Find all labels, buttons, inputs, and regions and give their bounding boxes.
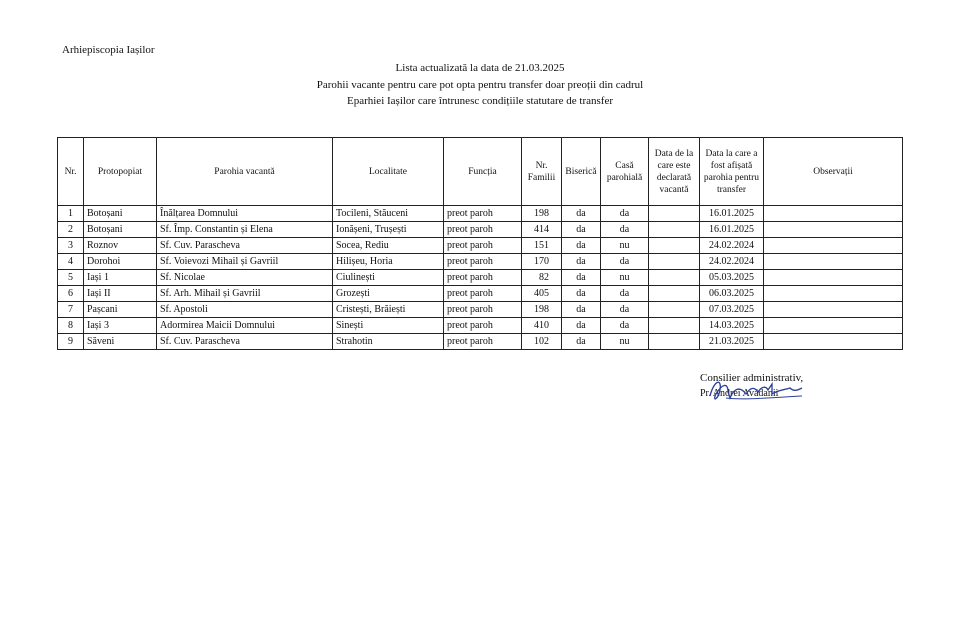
cell-functia: preot paroh [444, 318, 522, 334]
cell-biserica: da [562, 222, 601, 238]
table-row [58, 334, 903, 350]
cell-observatii [764, 238, 903, 254]
column-header-nr: Nr. [58, 138, 84, 206]
cell-biserica: da [562, 334, 601, 350]
cell-familii: 198 [522, 206, 562, 222]
cell-localitate: Grozești [333, 286, 444, 302]
cell-localitate: Tocileni, Stăuceni [333, 206, 444, 222]
cell-biserica: da [562, 270, 601, 286]
column-header-data-afisare: Data la care a fost afișată parohia pentru transfer [700, 138, 764, 206]
cell-functia: preot paroh [444, 302, 522, 318]
table-row [58, 254, 903, 270]
cell-data-vacanta [649, 334, 700, 350]
cell-parohia: Adormirea Maicii Domnului [157, 318, 333, 334]
cell-familii: 151 [522, 238, 562, 254]
cell-casa: nu [601, 334, 649, 350]
column-header-biserica: Biserică [562, 138, 601, 206]
cell-protopopiat: Iași 3 [84, 318, 157, 334]
table-row [58, 222, 903, 238]
cell-parohia: Sf. Nicolae [157, 270, 333, 286]
cell-data-afisare: 07.03.2025 [700, 302, 764, 318]
cell-familii: 410 [522, 318, 562, 334]
cell-data-afisare: 24.02.2024 [700, 254, 764, 270]
column-header-observatii: Observații [764, 138, 903, 206]
table-row [58, 286, 903, 302]
table-row [58, 318, 903, 334]
cell-data-afisare: 06.03.2025 [700, 286, 764, 302]
cell-data-afisare: 21.03.2025 [700, 334, 764, 350]
cell-nr: 6 [58, 286, 84, 302]
cell-data-vacanta [649, 270, 700, 286]
cell-data-vacanta [649, 222, 700, 238]
cell-casa: da [601, 254, 649, 270]
cell-protopopiat: Dorohoi [84, 254, 157, 270]
cell-observatii [764, 222, 903, 238]
cell-data-afisare: 16.01.2025 [700, 222, 764, 238]
cell-casa: da [601, 318, 649, 334]
cell-parohia: Sf. Împ. Constantin și Elena [157, 222, 333, 238]
heading-line-3: Eparhiei Iașilor care întrunesc condițiile statutare de transfer [346, 95, 614, 107]
cell-data-afisare: 05.03.2025 [700, 270, 764, 286]
cell-casa: nu [601, 238, 649, 254]
cell-biserica: da [562, 238, 601, 254]
vacancy-table [57, 137, 903, 350]
column-header-functia: Funcția [444, 138, 522, 206]
cell-parohia: Sf. Cuv. Parascheva [157, 238, 333, 254]
cell-casa: nu [601, 270, 649, 286]
cell-functia: preot paroh [444, 206, 522, 222]
cell-observatii [764, 254, 903, 270]
cell-biserica: da [562, 302, 601, 318]
cell-localitate: Ciulinești [333, 270, 444, 286]
cell-localitate: Hilișeu, Horia [333, 254, 444, 270]
cell-nr: 4 [58, 254, 84, 270]
cell-parohia: Sf. Apostoli [157, 302, 333, 318]
cell-localitate: Ionășeni, Trușești [333, 222, 444, 238]
cell-functia: preot paroh [444, 254, 522, 270]
cell-protopopiat: Botoșani [84, 222, 157, 238]
cell-familii: 414 [522, 222, 562, 238]
cell-casa: da [601, 286, 649, 302]
signature-block [700, 370, 803, 402]
document-heading [0, 60, 960, 110]
cell-observatii [764, 302, 903, 318]
handwritten-signature-icon [706, 376, 806, 406]
cell-localitate: Strahotin [333, 334, 444, 350]
table-row [58, 270, 903, 286]
cell-nr: 8 [58, 318, 84, 334]
cell-data-afisare: 14.03.2025 [700, 318, 764, 334]
table-body [58, 206, 903, 350]
cell-parohia: Sf. Voievozi Mihail și Gavriil [157, 254, 333, 270]
column-header-localitate: Localitate [333, 138, 444, 206]
cell-functia: preot paroh [444, 334, 522, 350]
table-row [58, 238, 903, 254]
cell-familii: 170 [522, 254, 562, 270]
cell-casa: da [601, 206, 649, 222]
cell-observatii [764, 270, 903, 286]
column-header-data-vacanta: Data de la care este declarată vacantă [649, 138, 700, 206]
cell-protopopiat: Roznov [84, 238, 157, 254]
cell-biserica: da [562, 286, 601, 302]
cell-functia: preot paroh [444, 238, 522, 254]
cell-nr: 1 [58, 206, 84, 222]
cell-data-vacanta [649, 238, 700, 254]
cell-localitate: Sinești [333, 318, 444, 334]
cell-casa: da [601, 222, 649, 238]
cell-localitate: Socea, Rediu [333, 238, 444, 254]
cell-protopopiat: Iași II [84, 286, 157, 302]
heading-line-1: Lista actualizată la data de 21.03.2025 [395, 62, 565, 74]
table-header-row [58, 138, 903, 206]
cell-nr: 9 [58, 334, 84, 350]
cell-functia: preot paroh [444, 270, 522, 286]
signature-title: Consilier administrativ, [700, 372, 804, 384]
cell-biserica: da [562, 318, 601, 334]
cell-parohia: Sf. Arh. Mihail și Gavriil [157, 286, 333, 302]
cell-biserica: da [562, 206, 601, 222]
cell-observatii [764, 334, 903, 350]
cell-observatii [764, 318, 903, 334]
cell-protopopiat: Iași 1 [84, 270, 157, 286]
cell-protopopiat: Botoșani [84, 206, 157, 222]
table-row [58, 206, 903, 222]
cell-data-vacanta [649, 286, 700, 302]
cell-data-afisare: 24.02.2024 [700, 238, 764, 254]
cell-nr: 7 [58, 302, 84, 318]
cell-familii: 198 [522, 302, 562, 318]
signatory-name-text: Pr. Andrei Avădanii [700, 388, 779, 399]
cell-nr: 3 [58, 238, 84, 254]
cell-observatii [764, 286, 903, 302]
cell-observatii [764, 206, 903, 222]
cell-data-afisare: 16.01.2025 [700, 206, 764, 222]
cell-parohia: Sf. Cuv. Parascheva [157, 334, 333, 350]
cell-parohia: Înălțarea Domnului [157, 206, 333, 222]
cell-data-vacanta [649, 206, 700, 222]
cell-familii: 82 [522, 270, 562, 286]
heading-line-2: Parohii vacante pentru care pot opta pentru transfer doar preoții din cadrul [316, 78, 644, 91]
column-header-casa: Casă parohială [601, 138, 649, 206]
cell-biserica: da [562, 254, 601, 270]
cell-nr: 5 [58, 270, 84, 286]
cell-functia: preot paroh [444, 222, 522, 238]
column-header-protopopiat: Protopopiat [84, 138, 157, 206]
column-header-familii: Nr. Familii [522, 138, 562, 206]
column-header-parohia: Parohia vacantă [157, 138, 333, 206]
cell-familii: 405 [522, 286, 562, 302]
cell-protopopiat: Pașcani [84, 302, 157, 318]
cell-functia: preot paroh [444, 286, 522, 302]
cell-protopopiat: Săveni [84, 334, 157, 350]
cell-data-vacanta [649, 254, 700, 270]
cell-familii: 102 [522, 334, 562, 350]
table-row [58, 302, 903, 318]
organization-name: Arhiepiscopia Iașilor [62, 44, 155, 56]
cell-casa: da [601, 302, 649, 318]
signatory-name [700, 386, 803, 402]
cell-data-vacanta [649, 318, 700, 334]
cell-localitate: Cristești, Brăiești [333, 302, 444, 318]
cell-nr: 2 [58, 222, 84, 238]
cell-data-vacanta [649, 302, 700, 318]
